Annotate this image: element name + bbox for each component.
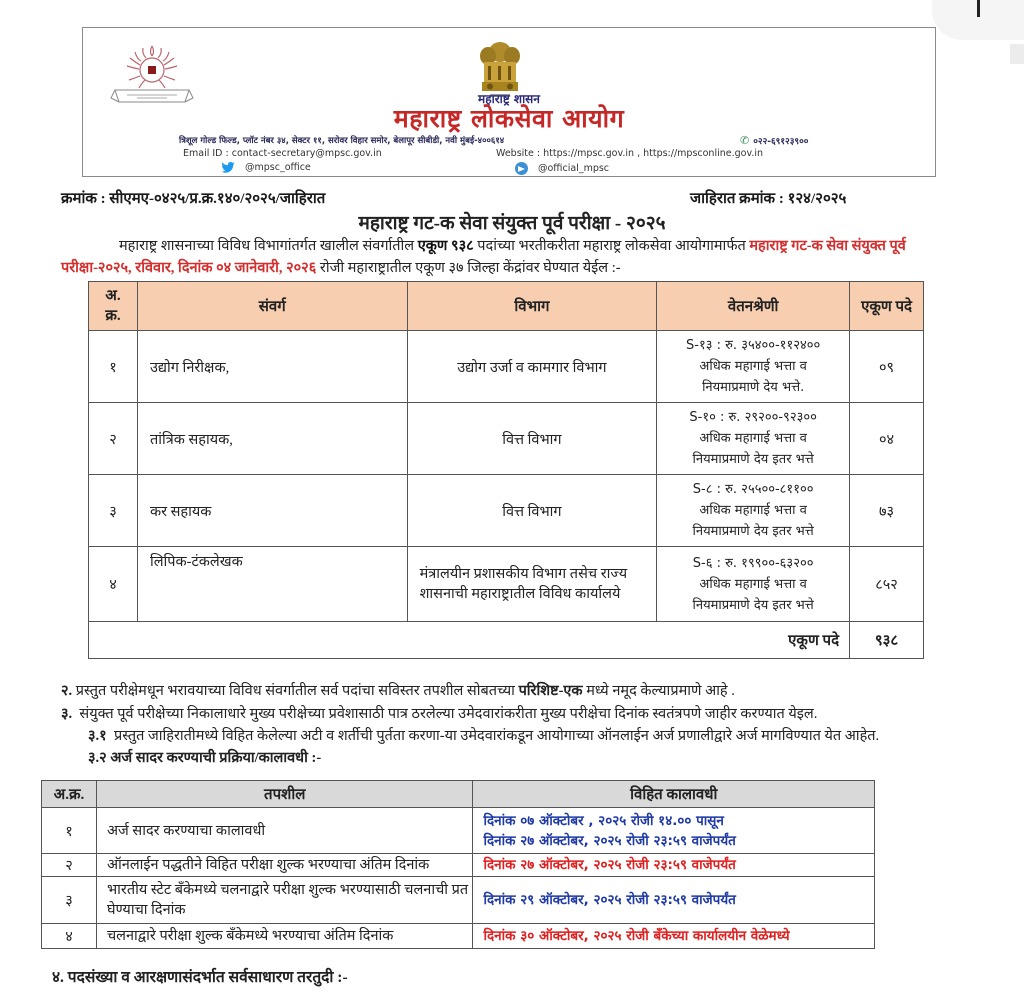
- paragraph-3-number: ३.: [61, 706, 73, 722]
- section-4-heading: ४. पदसंख्या व आरक्षणासंदर्भात सर्वसाधारण तरतुदी :-: [52, 969, 348, 986]
- paragraph-3-1: [88, 725, 879, 745]
- row-period: दिनांक ३० ऑक्टोबर, २०२५ रोजी बँकेच्या कार्यालयीन वेळेमध्ये: [473, 924, 875, 949]
- header-pay-scale: वेतनश्रेणी: [657, 282, 850, 331]
- row-posts: ०४: [850, 403, 924, 475]
- row-department: वित्त विभाग: [407, 403, 657, 475]
- paragraph-2-text: प्रस्तुत परीक्षेमधून भरावयाच्या विविध संवर्गातील सर्व पदांचा सविस्तर तपशील सोबतच्या: [75, 683, 519, 699]
- total-value: ९३८: [850, 622, 924, 659]
- header-sr-no: अ. क्र.: [89, 282, 138, 331]
- header-details: तपशील: [96, 781, 473, 808]
- intro-paragraph: [61, 235, 941, 279]
- intro-text-2: पदांच्या भरतीकरीता महाराष्ट्र लोकसेवा आयोगामार्फत: [473, 238, 750, 254]
- commission-name: महाराष्ट्र लोकसेवा आयोग: [393, 104, 625, 133]
- twitter-handle[interactable]: [221, 162, 311, 173]
- row-sr: ३: [89, 475, 138, 547]
- paragraph-3-1-text: प्रस्तुत जाहिरातीमध्ये विहित केलेल्या अटी व शर्तीची पुर्तता करणा-या उमेदवारांकडून आयोगाच्या ऑनलाईन अर्ज प्रणालीद्वारे अर्ज मागविण्यात येत आहेत.: [113, 728, 880, 744]
- letterhead: [82, 27, 936, 177]
- advertisement-number: जाहिरात क्रमांक : १२४/२०२५: [690, 191, 847, 207]
- row-cadre: लिपिक-टंकलेखक: [137, 547, 407, 622]
- total-row: [89, 622, 924, 659]
- table-row: [89, 331, 924, 403]
- row-sr: ४: [42, 924, 97, 949]
- paragraph-3: [61, 703, 817, 723]
- table-row: [89, 475, 924, 547]
- header-sr-no: अ.क्र.: [42, 781, 97, 808]
- row-details: चलनाद्वारे परीक्षा शुल्क बँकेमध्ये भरण्याचा अंतिम दिनांक: [96, 924, 473, 949]
- row-department: मंत्रालयीन प्रशासकीय विभाग तसेच राज्य शासनाची महाराष्ट्रातील विविध कार्यालये: [407, 547, 657, 622]
- row-department: उद्योग उर्जा व कामगार विभाग: [407, 331, 657, 403]
- telegram-icon: [515, 162, 528, 175]
- schedule-table: [41, 780, 875, 949]
- row-pay-scale: S-१० : रु. २९२००-९२३०० अधिक महागाई भत्ता व नियमाप्रमाणे देय इतर भत्ते: [657, 403, 850, 475]
- website-link[interactable]: Website : https://mpsc.gov.in , https://mpsconline.gov.in: [496, 148, 764, 159]
- paragraph-3-text: संयुक्त पूर्व परीक्षेच्या निकालाधारे मुख्य परीक्षेच्या प्रवेशासाठी पात्र ठरलेल्या उमेदवारांकरीता मुख्य परीक्षेचा दिनांक स्वतंत्रपणे जाहीर करण्यात येइल.: [79, 706, 818, 722]
- header-period: विहित कालावधी: [473, 781, 875, 808]
- header-cadre: संवर्ग: [137, 282, 407, 331]
- posts-table-header: [89, 282, 924, 331]
- total-label: एकूण पदे: [89, 622, 850, 659]
- row-sr: ३: [42, 877, 97, 924]
- twitter-handle-text: @mpsc_office: [245, 162, 311, 173]
- row-posts: ०९: [850, 331, 924, 403]
- row-sr: २: [89, 403, 138, 475]
- row-cadre: तांत्रिक सहायक,: [137, 403, 407, 475]
- table-row: [89, 403, 924, 475]
- exam-title: महाराष्ट्र गट-क सेवा संयुक्त पूर्व परीक्षा - २०२५: [358, 213, 666, 234]
- phone-icon: ✆: [740, 134, 750, 147]
- row-period: दिनांक ०७ ऑक्टोबर , २०२५ रोजी १४.०० पासून दिनांक २७ ऑक्टोबर, २०२५ रोजी २३:५९ वाजेपर्यंत: [473, 808, 875, 854]
- row-department: वित्त विभाग: [407, 475, 657, 547]
- intro-total-posts: एकूण ९३८: [417, 238, 474, 254]
- schedule-table-header: [42, 781, 875, 808]
- corner-block: [1010, 44, 1024, 64]
- telegram-handle-text: @official_mpsc: [538, 163, 610, 174]
- row-sr: १: [89, 331, 138, 403]
- row-posts: ८५२: [850, 547, 924, 622]
- annexure-one: परिशिष्ट-एक: [518, 683, 583, 699]
- row-details: ऑनलाईन पद्धतीने विहित परीक्षा शुल्क भरण्याचा अंतिम दिनांक: [96, 854, 473, 877]
- row-posts: ७३: [850, 475, 924, 547]
- header-department: विभाग: [407, 282, 657, 331]
- posts-table: [88, 281, 924, 659]
- row-details: भारतीय स्टेट बँकेमध्ये चलनाद्वारे परीक्षा शुल्क भरण्यासाठी चलनाची प्रत घेण्याचा दिनांक: [96, 877, 473, 924]
- text-cursor: [977, 0, 980, 17]
- phone-value: ०२२-६९१२३९००: [753, 137, 809, 147]
- table-row: [42, 877, 875, 924]
- intro-text-1: महाराष्ट्र शासनाच्या विविध विभागांतर्गत खालील संवर्गातील: [119, 238, 418, 254]
- row-cadre: उद्योग निरीक्षक,: [137, 331, 407, 403]
- row-pay-scale: S-८ : रु. २५५००-८११०० अधिक महागाई भत्ता व नियमाप्रमाणे देय इतर भत्ते: [657, 475, 850, 547]
- paragraph-3-2-heading: ३.२ अर्ज सादर करण्याची प्रक्रिया/कालावधी :-: [88, 750, 322, 766]
- row-sr: २: [42, 854, 97, 877]
- row-cadre: कर सहायक: [137, 475, 407, 547]
- row-pay-scale: S-६ : रु. १९९००-६३२०० अधिक महागाई भत्ता व नियमाप्रमाणे देय इतर भत्ते: [657, 547, 850, 622]
- row-period: दिनांक २७ ऑक्टोबर, २०२५ रोजी २३:५९ वाजेपर्यंत: [473, 854, 875, 877]
- table-row: [42, 924, 875, 949]
- reference-number: क्रमांक : सीएमए-०४२५/प्र.क्र.१४०/२०२५/जाहिरात: [61, 191, 326, 207]
- intro-text-3: रोजी महाराष्ट्रातील एकूण ३७ जिल्हा केंद्रांवर घेण्यात येईल :-: [316, 260, 621, 276]
- government-name: महाराष्ट्र शासन: [478, 92, 540, 106]
- table-row: [89, 547, 924, 622]
- email-link[interactable]: Email ID : contact-secretary@mpsc.gov.in: [183, 148, 382, 159]
- phone-number: [740, 134, 808, 147]
- row-pay-scale: S-१३ : रु. ३५४००-११२४०० अधिक महागाई भत्ता व नियमाप्रमाणे देय भत्ते.: [657, 331, 850, 403]
- paragraph-2-number: २.: [61, 683, 73, 699]
- row-period: दिनांक २९ ऑक्टोबर, २०२५ रोजी २३:५९ वाजेपर्यंत: [473, 877, 875, 924]
- telegram-handle[interactable]: [515, 162, 609, 175]
- commission-address: त्रिशूल गोल्ड फिल्ड, प्लॉट नंबर ३४, सेक्टर ११, सरोवर विहार समोर, बेलापूर सीबीडी, नवी मुंबई-४००६१४: [179, 136, 505, 146]
- header-total-posts: एकूण पदे: [850, 282, 924, 331]
- paragraph-3-1-number: ३.१: [88, 728, 107, 744]
- twitter-icon: [221, 162, 235, 173]
- row-details: अर्ज सादर करण्याचा कालावधी: [96, 808, 473, 854]
- intro-exam-date: महाराष्ट्र गट-क सेवा संयुक्त पूर्व परीक्षा-२०२५, रविवार, दिनांक ०४ जानेवारी, २०२६: [61, 238, 906, 276]
- row-sr: ४: [89, 547, 138, 622]
- table-row: [42, 808, 875, 854]
- row-sr: १: [42, 808, 97, 854]
- paragraph-2: [61, 680, 735, 700]
- paragraph-2-text-end: मध्ये नमूद केल्याप्रमाणे आहे .: [582, 683, 735, 699]
- table-row: [42, 854, 875, 877]
